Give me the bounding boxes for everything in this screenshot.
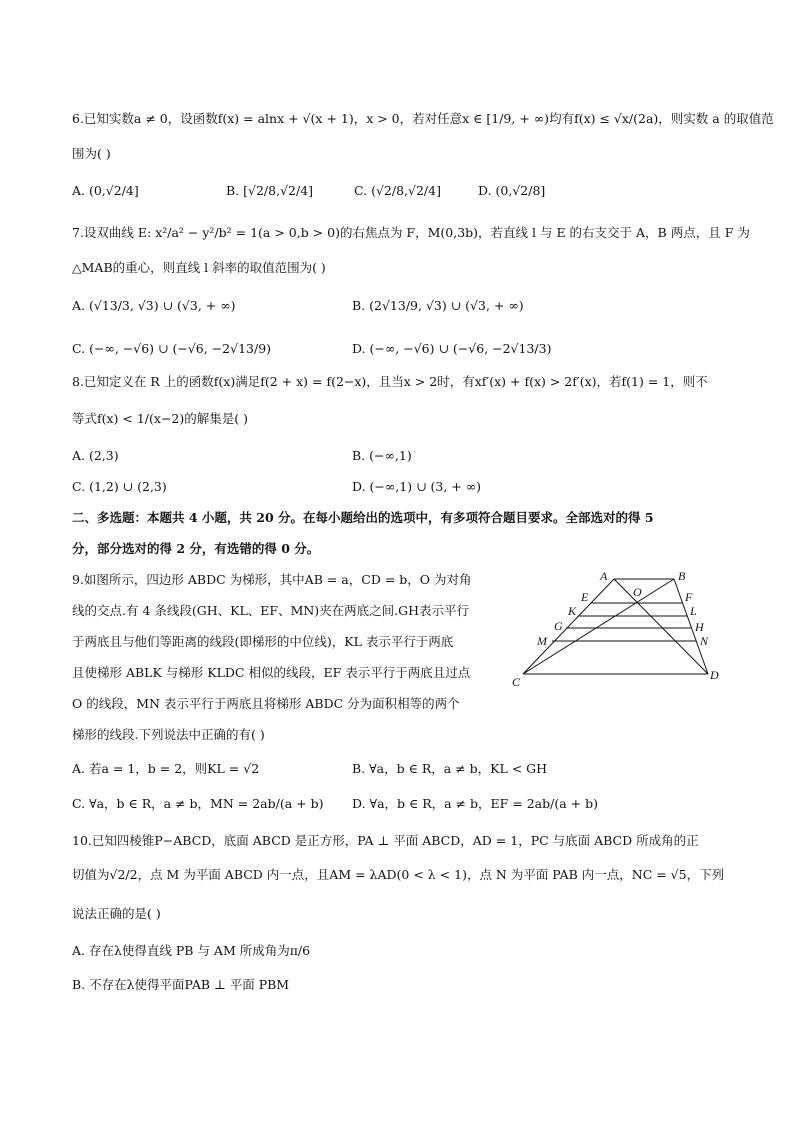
label-m: M xyxy=(537,634,547,648)
q9-stem-line4: 且使梯形 ABLK 与梯形 KLDC 相似的线段，EF 表示平行于两底且过点 xyxy=(72,665,471,680)
q9-stem-line1: 9.如图所示，四边形 ABDC 为梯形，其中AB = a，CD = b，O 为对角 xyxy=(72,572,472,587)
q10-stem-line2: 切值为√2/2，点 M 为平面 ABCD 内一点，且AM = λAD(0 < λ < 1)，点 N 为平面 PAB 内一点，NC = √5，下列 xyxy=(72,867,725,882)
q7-option-d: D. (−∞, −√6) ∪ (−√6, −2√13/3) xyxy=(352,341,552,356)
q9-option-d: D. ∀a，b ∈ R，a ≠ b，EF = 2ab/(a + b) xyxy=(352,796,598,811)
q8-option-d: D. (−∞,1) ∪ (3, + ∞) xyxy=(352,479,482,494)
diagonal-bc xyxy=(523,579,674,674)
label-c: C xyxy=(512,675,521,689)
diagonal-ad xyxy=(614,579,708,674)
q9-stem-line3: 于两底且与他们等距离的线段(即梯形的中位线)，KL 表示平行于两底 xyxy=(72,634,454,649)
label-a: A xyxy=(600,569,608,583)
q8-stem-line1: 8.已知定义在 R 上的函数f(x)满足f(2 + x) = f(2−x)，且当x > 2时，有xf′(x) + f(x) > 2f′(x)，若f(1) = 1，则不 xyxy=(72,374,708,389)
q9-option-a: A. 若a = 1，b = 2，则KL = √2 xyxy=(72,761,260,776)
q7-stem-line1: 7.设双曲线 E: x²/a² − y²/b² = 1(a > 0,b > 0)的右焦点为 F，M(0,3b)，若直线 l 与 E 的右支交于 A，B 两点，且 F 为 xyxy=(72,225,750,240)
q10-stem-line1: 10.已知四棱锥P−ABCD，底面 ABCD 是正方形，PA ⊥ 平面 ABCD，AD = 1，PC 与底面 ABCD 所成角的正 xyxy=(72,833,699,848)
label-f: F xyxy=(685,590,693,604)
q6-option-a: A. (0,√2/4] xyxy=(72,183,139,198)
label-e: E xyxy=(581,590,589,604)
label-b: B xyxy=(678,569,686,583)
q8-option-a: A. (2,3) xyxy=(72,448,119,463)
q7-stem-line2: △MAB的重心，则直线 l 斜率的取值范围为( ) xyxy=(72,260,326,275)
q6-option-d: D. (0,√2/8] xyxy=(478,183,546,198)
leg-ac xyxy=(523,579,614,674)
label-o: O xyxy=(633,585,642,599)
q10-stem-line3: 说法正确的是( ) xyxy=(72,906,161,921)
trapezoid-diagram xyxy=(508,566,730,692)
label-l: L xyxy=(690,604,697,618)
q10-option-b: B. 不存在λ使得平面PAB ⊥ 平面 PBM xyxy=(72,977,290,992)
q8-stem-line2: 等式f(x) < 1/(x−2)的解集是( ) xyxy=(72,411,248,426)
q7-option-a: A. (√13/3, √3) ∪ (√3, + ∞) xyxy=(72,298,236,313)
q9-stem-line2: 线的交点.有 4 条线段(GH、KL、EF、MN)夹在两底之间.GH表示平行 xyxy=(72,603,470,618)
q9-option-b: B. ∀a，b ∈ R，a ≠ b，KL < GH xyxy=(352,761,548,776)
section2-heading-line1: 二、多选题：本题共 4 小题，共 20 分。在每小题给出的选项中，有多项符合题目要求。全部选对的得 5 xyxy=(72,510,654,525)
q6-option-b: B. [√2/8,√2/4] xyxy=(226,183,314,198)
section2-heading-line2: 分，部分选对的得 2 分，有选错的得 0 分。 xyxy=(72,541,320,556)
q6-stem-line2: 围为( ) xyxy=(72,146,111,161)
q10-option-a: A. 存在λ使得直线 PB 与 AM 所成角为π/6 xyxy=(72,943,311,958)
q9-option-c: C. ∀a，b ∈ R，a ≠ b，MN = 2ab/(a + b) xyxy=(72,796,324,811)
q9-stem-line5: O 的线段，MN 表示平行于两底且将梯形 ABDC 分为面积相等的两个 xyxy=(72,696,460,711)
label-k: K xyxy=(568,604,577,618)
q6-stem-line1: 6.已知实数a ≠ 0，设函数f(x) = alnx + √(x + 1)，x > 0，若对任意x ∈ [1/9, + ∞)均有f(x) ≤ √x/(2a)，则实数 a 的取值范 xyxy=(72,111,774,126)
q8-option-c: C. (1,2) ∪ (2,3) xyxy=(72,479,167,494)
q8-option-b: B. (−∞,1) xyxy=(352,448,412,463)
label-g: G xyxy=(554,619,563,633)
label-d: D xyxy=(710,668,719,682)
q6-option-c: C. (√2/8,√2/4] xyxy=(354,183,441,198)
label-h: H xyxy=(695,620,704,634)
q9-stem-line6: 梯形的线段.下列说法中正确的有( ) xyxy=(72,727,265,742)
q7-option-c: C. (−∞, −√6) ∪ (−√6, −2√13/9) xyxy=(72,341,272,356)
q7-option-b: B. (2√13/9, √3) ∪ (√3, + ∞) xyxy=(352,298,524,313)
label-n: N xyxy=(700,634,709,648)
